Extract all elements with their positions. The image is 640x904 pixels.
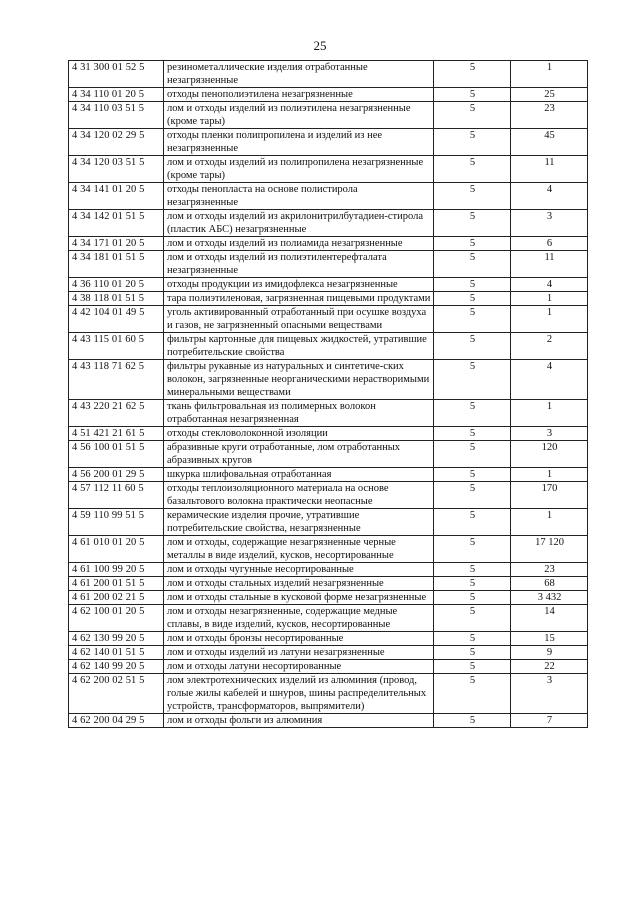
hazard-class-cell: 5 (434, 427, 511, 441)
waste-name-cell: фильтры картонные для пищевых жидкостей, утратившие потребительские свойства (164, 333, 434, 360)
waste-code-cell: 4 61 200 01 51 5 (69, 577, 164, 591)
waste-code-cell: 4 62 200 02 51 5 (69, 674, 164, 714)
hazard-class-cell: 5 (434, 156, 511, 183)
waste-code-cell: 4 57 112 11 60 5 (69, 482, 164, 509)
table-row (69, 714, 588, 728)
table-row (69, 237, 588, 251)
amount-cell: 3 (511, 427, 588, 441)
hazard-class-cell: 5 (434, 333, 511, 360)
waste-code-cell: 4 34 171 01 20 5 (69, 237, 164, 251)
waste-name-cell: лом и отходы изделий из полиамида незагрязненные (164, 237, 434, 251)
hazard-class-cell: 5 (434, 509, 511, 536)
waste-name-cell: лом и отходы бронзы несортированные (164, 632, 434, 646)
amount-cell: 7 (511, 714, 588, 728)
waste-code-cell: 4 34 142 01 51 5 (69, 210, 164, 237)
hazard-class-cell: 5 (434, 605, 511, 632)
waste-code-cell: 4 43 118 71 62 5 (69, 360, 164, 400)
hazard-class-cell: 5 (434, 102, 511, 129)
amount-cell: 45 (511, 129, 588, 156)
waste-name-cell: фильтры рукавные из натуральных и синтетиче-ских волокон, загрязненные неорганическими нерастворимыми минеральными веществами (164, 360, 434, 400)
table-row (69, 536, 588, 563)
amount-cell: 1 (511, 292, 588, 306)
hazard-class-cell: 5 (434, 714, 511, 728)
waste-code-cell: 4 56 100 01 51 5 (69, 441, 164, 468)
table-row (69, 292, 588, 306)
table-row (69, 251, 588, 278)
table-row (69, 563, 588, 577)
waste-name-cell: шкурка шлифовальная отработанная (164, 468, 434, 482)
waste-name-cell: отходы пенополиэтилена незагрязненные (164, 88, 434, 102)
table-row (69, 306, 588, 333)
table-row (69, 333, 588, 360)
amount-cell: 25 (511, 88, 588, 102)
amount-cell: 6 (511, 237, 588, 251)
waste-code-cell: 4 51 421 21 61 5 (69, 427, 164, 441)
waste-name-cell: резинометаллические изделия отработанные незагрязненные (164, 61, 434, 88)
hazard-class-cell: 5 (434, 88, 511, 102)
amount-cell: 4 (511, 183, 588, 210)
waste-code-cell: 4 34 110 03 51 5 (69, 102, 164, 129)
table-row (69, 210, 588, 237)
waste-name-cell: отходы продукции из имидофлекса незагрязненные (164, 278, 434, 292)
amount-cell: 15 (511, 632, 588, 646)
hazard-class-cell: 5 (434, 577, 511, 591)
waste-name-cell: лом и отходы изделий из полипропилена незагрязненные (кроме тары) (164, 156, 434, 183)
waste-code-cell: 4 62 140 01 51 5 (69, 646, 164, 660)
waste-name-cell: лом и отходы стальных изделий незагрязненные (164, 577, 434, 591)
table-row (69, 441, 588, 468)
table-row (69, 674, 588, 714)
waste-name-cell: уголь активированный отработанный при осушке воздуха и газов, не загрязненный опасными веществами (164, 306, 434, 333)
table-row (69, 660, 588, 674)
waste-name-cell: лом и отходы латуни несортированные (164, 660, 434, 674)
waste-table (68, 60, 588, 728)
table-row (69, 278, 588, 292)
waste-name-cell: ткань фильтровальная из полимерных волокон отработанная незагрязненная (164, 400, 434, 427)
waste-code-cell: 4 42 104 01 49 5 (69, 306, 164, 333)
table-row (69, 509, 588, 536)
waste-name-cell: лом и отходы изделий из полиэтилентерефталата незагрязненные (164, 251, 434, 278)
waste-code-cell: 4 43 220 21 62 5 (69, 400, 164, 427)
hazard-class-cell: 5 (434, 482, 511, 509)
table-row (69, 88, 588, 102)
table-row (69, 482, 588, 509)
amount-cell: 1 (511, 61, 588, 88)
amount-cell: 22 (511, 660, 588, 674)
amount-cell: 1 (511, 400, 588, 427)
waste-code-cell: 4 61 200 02 21 5 (69, 591, 164, 605)
waste-name-cell: лом и отходы изделий из акрилонитрилбутадиен-стирола (пластик АБС) незагрязненные (164, 210, 434, 237)
amount-cell: 170 (511, 482, 588, 509)
amount-cell: 3 432 (511, 591, 588, 605)
table-row (69, 360, 588, 400)
waste-name-cell: лом и отходы изделий из полиэтилена незагрязненные (кроме тары) (164, 102, 434, 129)
hazard-class-cell: 5 (434, 660, 511, 674)
table-row (69, 61, 588, 88)
waste-name-cell: лом электротехнических изделий из алюминия (провод, голые жилы кабелей и шнуров, шины распределительных устройств, трансформаторов, выпрямители) (164, 674, 434, 714)
amount-cell: 23 (511, 102, 588, 129)
waste-name-cell: абразивные круги отработанные, лом отработанных абразивных кругов (164, 441, 434, 468)
amount-cell: 14 (511, 605, 588, 632)
waste-code-cell: 4 62 140 99 20 5 (69, 660, 164, 674)
waste-name-cell: отходы стекловолоконной изоляции (164, 427, 434, 441)
amount-cell: 3 (511, 210, 588, 237)
amount-cell: 3 (511, 674, 588, 714)
amount-cell: 23 (511, 563, 588, 577)
hazard-class-cell: 5 (434, 61, 511, 88)
waste-name-cell: лом и отходы чугунные несортированные (164, 563, 434, 577)
waste-code-cell: 4 59 110 99 51 5 (69, 509, 164, 536)
page-number: 25 (313, 38, 327, 53)
waste-code-cell: 4 34 141 01 20 5 (69, 183, 164, 210)
amount-cell: 1 (511, 306, 588, 333)
waste-code-cell: 4 34 120 03 51 5 (69, 156, 164, 183)
hazard-class-cell: 5 (434, 360, 511, 400)
hazard-class-cell: 5 (434, 237, 511, 251)
table-row (69, 400, 588, 427)
hazard-class-cell: 5 (434, 129, 511, 156)
waste-code-cell: 4 61 100 99 20 5 (69, 563, 164, 577)
waste-name-cell: отходы теплоизоляционного материала на основе базальтового волокна практически неопасные (164, 482, 434, 509)
amount-cell: 68 (511, 577, 588, 591)
waste-code-cell: 4 62 100 01 20 5 (69, 605, 164, 632)
waste-code-cell: 4 34 181 01 51 5 (69, 251, 164, 278)
amount-cell: 11 (511, 156, 588, 183)
waste-name-cell: лом и отходы незагрязненные, содержащие медные сплавы, в виде изделий, кусков, несортированные (164, 605, 434, 632)
hazard-class-cell: 5 (434, 292, 511, 306)
hazard-class-cell: 5 (434, 536, 511, 563)
table-row (69, 646, 588, 660)
table-row (69, 577, 588, 591)
table-row (69, 102, 588, 129)
hazard-class-cell: 5 (434, 183, 511, 210)
hazard-class-cell: 5 (434, 468, 511, 482)
waste-name-cell: лом и отходы, содержащие незагрязненные черные металлы в виде изделий, кусков, несортированные (164, 536, 434, 563)
hazard-class-cell: 5 (434, 632, 511, 646)
waste-code-cell: 4 61 010 01 20 5 (69, 536, 164, 563)
table-row (69, 183, 588, 210)
waste-name-cell: отходы пенопласта на основе полистирола незагрязненные (164, 183, 434, 210)
hazard-class-cell: 5 (434, 563, 511, 577)
waste-name-cell: керамические изделия прочие, утратившие потребительские свойства, незагрязненные (164, 509, 434, 536)
amount-cell: 11 (511, 251, 588, 278)
table-row (69, 605, 588, 632)
hazard-class-cell: 5 (434, 210, 511, 237)
waste-code-cell: 4 36 110 01 20 5 (69, 278, 164, 292)
waste-code-cell: 4 38 118 01 51 5 (69, 292, 164, 306)
table-row (69, 468, 588, 482)
amount-cell: 2 (511, 333, 588, 360)
waste-code-cell: 4 62 200 04 29 5 (69, 714, 164, 728)
waste-name-cell: лом и отходы фольги из алюминия (164, 714, 434, 728)
waste-code-cell: 4 34 110 01 20 5 (69, 88, 164, 102)
waste-code-cell: 4 43 115 01 60 5 (69, 333, 164, 360)
waste-code-cell: 4 56 200 01 29 5 (69, 468, 164, 482)
amount-cell: 9 (511, 646, 588, 660)
hazard-class-cell: 5 (434, 674, 511, 714)
table-row (69, 591, 588, 605)
amount-cell: 17 120 (511, 536, 588, 563)
table-row (69, 156, 588, 183)
hazard-class-cell: 5 (434, 591, 511, 605)
amount-cell: 4 (511, 278, 588, 292)
waste-name-cell: лом и отходы изделий из латуни незагрязненные (164, 646, 434, 660)
table-row (69, 632, 588, 646)
table-row (69, 427, 588, 441)
amount-cell: 1 (511, 509, 588, 536)
waste-name-cell: тара полиэтиленовая, загрязненная пищевыми продуктами (164, 292, 434, 306)
waste-code-cell: 4 31 300 01 52 5 (69, 61, 164, 88)
hazard-class-cell: 5 (434, 251, 511, 278)
amount-cell: 4 (511, 360, 588, 400)
amount-cell: 120 (511, 441, 588, 468)
waste-code-cell: 4 62 130 99 20 5 (69, 632, 164, 646)
hazard-class-cell: 5 (434, 646, 511, 660)
hazard-class-cell: 5 (434, 400, 511, 427)
table-row (69, 129, 588, 156)
waste-name-cell: отходы пленки полипропилена и изделий из нее незагрязненные (164, 129, 434, 156)
waste-name-cell: лом и отходы стальные в кусковой форме незагрязненные (164, 591, 434, 605)
waste-code-cell: 4 34 120 02 29 5 (69, 129, 164, 156)
hazard-class-cell: 5 (434, 306, 511, 333)
hazard-class-cell: 5 (434, 278, 511, 292)
amount-cell: 1 (511, 468, 588, 482)
waste-table-body (69, 61, 588, 728)
hazard-class-cell: 5 (434, 441, 511, 468)
